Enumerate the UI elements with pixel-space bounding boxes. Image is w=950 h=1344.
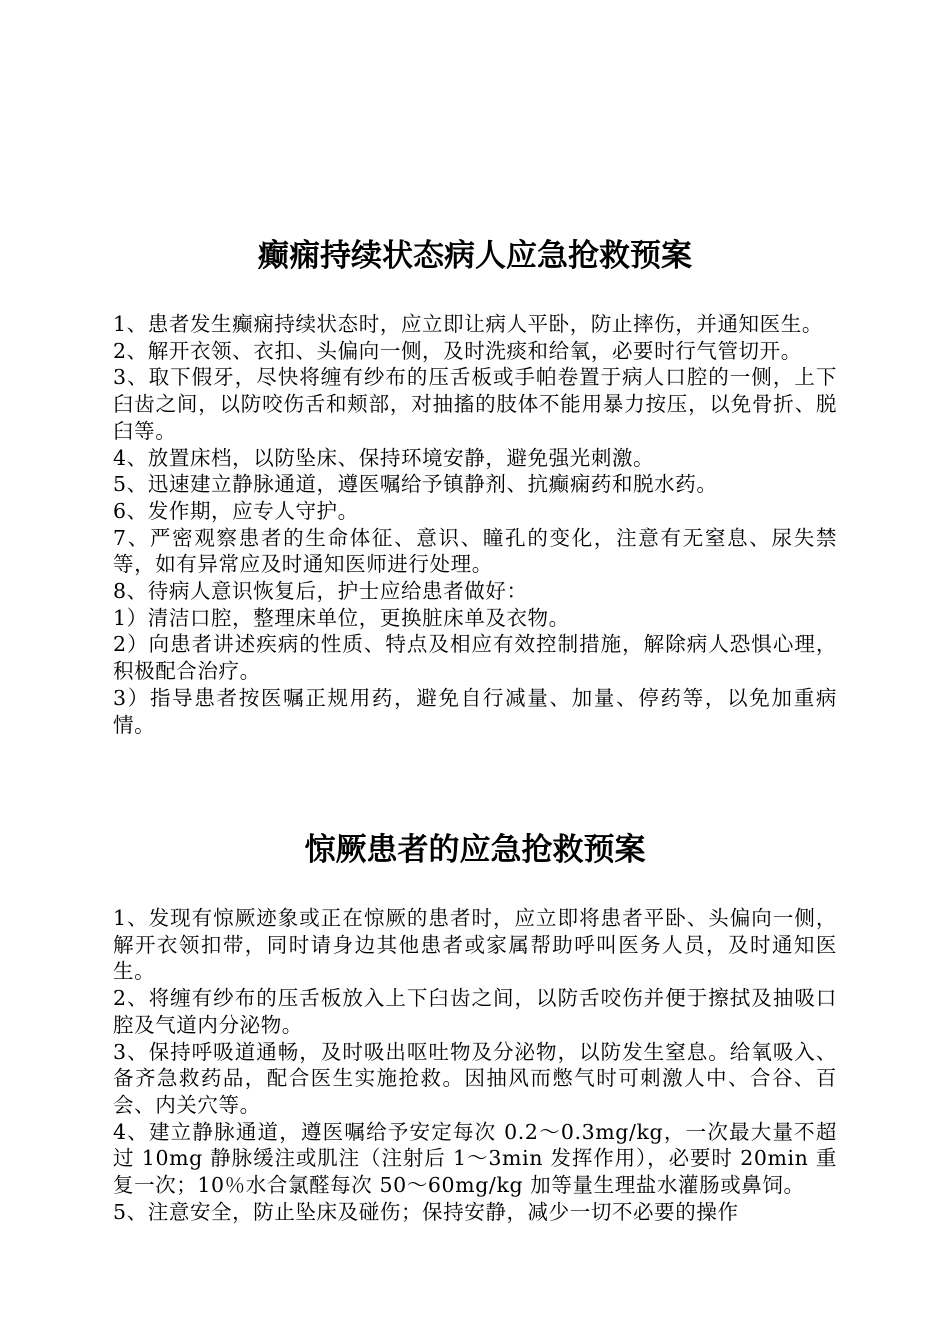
paragraph: 7、严密观察患者的生命体征、意识、瞳孔的变化，注意有无窒息、尿失禁等，如有异常应及时通知医师进行处理。 (113, 525, 837, 577)
paragraph: 1、患者发生癫痫持续状态时，应立即让病人平卧，防止摔伤，并通知医生。 (113, 312, 823, 336)
paragraph: 4、建立静脉通道，遵医嘱给予安定每次 0.2～0.3mg/kg，一次最大量不超过 10mg 静脉缓注或肌注（注射后 1～3min 发挥作用），必要时 20min 重复一次；10％水合氯醛每次 50～60mg/kg 加等量生理盐水灌肠或鼻饲。 (113, 1119, 837, 1198)
paragraph: 4、放置床档，以防坠床、保持环境安静，避免强光刺激。 (113, 445, 655, 470)
paragraph: 6、发作期，应专人守护。 (113, 498, 359, 523)
paragraph: 3、取下假牙，尽快将缠有纱布的压舌板或手帕卷置于病人口腔的一侧，上下臼齿之间，以防咬伤舌和颊部，对抽搐的肢体不能用暴力按压，以免骨折、脱臼等。 (113, 365, 837, 443)
paragraph: 8、待病人意识恢复后，护士应给患者做好： (113, 579, 528, 604)
section-title: 惊厥患者的应急抢救预案 (304, 832, 646, 868)
paragraph: 2、将缠有纱布的压舌板放入上下臼齿之间，以防舌咬伤并便于擦拭及抽吸口腔及气道内分泌物。 (113, 986, 837, 1037)
sub-paragraph: 2）向患者讲述疾病的性质、特点及相应有效控制措施，解除病人恐惧心理，积极配合治疗。 (113, 632, 837, 684)
section-convulsion-plan (113, 828, 837, 1225)
paragraph: 1、发现有惊厥迹象或正在惊厥的患者时，应立即将患者平卧、头偏向一侧，解开衣领扣带，同时请身边其他患者或家属帮助呼叫医务人员，及时通知医生。 (113, 906, 837, 984)
paragraph: 2、解开衣领、衣扣、头偏向一侧，及时洗痰和给氧，必要时行气管切开。 (113, 338, 802, 363)
paragraph: 5、迅速建立静脉通道，遵医嘱给予镇静剂、抗癫痫药和脱水药。 (113, 472, 718, 497)
section-title: 癫痫持续状态病人应急抢救预案 (258, 238, 692, 274)
section-body (113, 905, 837, 1225)
paragraph: 3、保持呼吸道通畅，及时吸出呕吐物及分泌物，以防发生窒息。给氧吸入、备齐急救药品，配合医生实施抢救。因抽风而憋气时可刺激人中、合谷、百会、内关穴等。 (113, 1039, 837, 1117)
section-epilepsy-plan (113, 234, 837, 738)
sub-paragraph: 3）指导患者按医嘱正规用药，避免自行减量、加量、停药等，以免加重病情。 (113, 685, 837, 737)
paragraph: 5、注意安全，防止坠床及碰伤；保持安静，减少一切不必要的操作 (113, 1199, 739, 1224)
sub-paragraph: 1）清洁口腔，整理床单位，更换脏床单及衣物。 (113, 605, 570, 630)
section-body (113, 311, 837, 738)
